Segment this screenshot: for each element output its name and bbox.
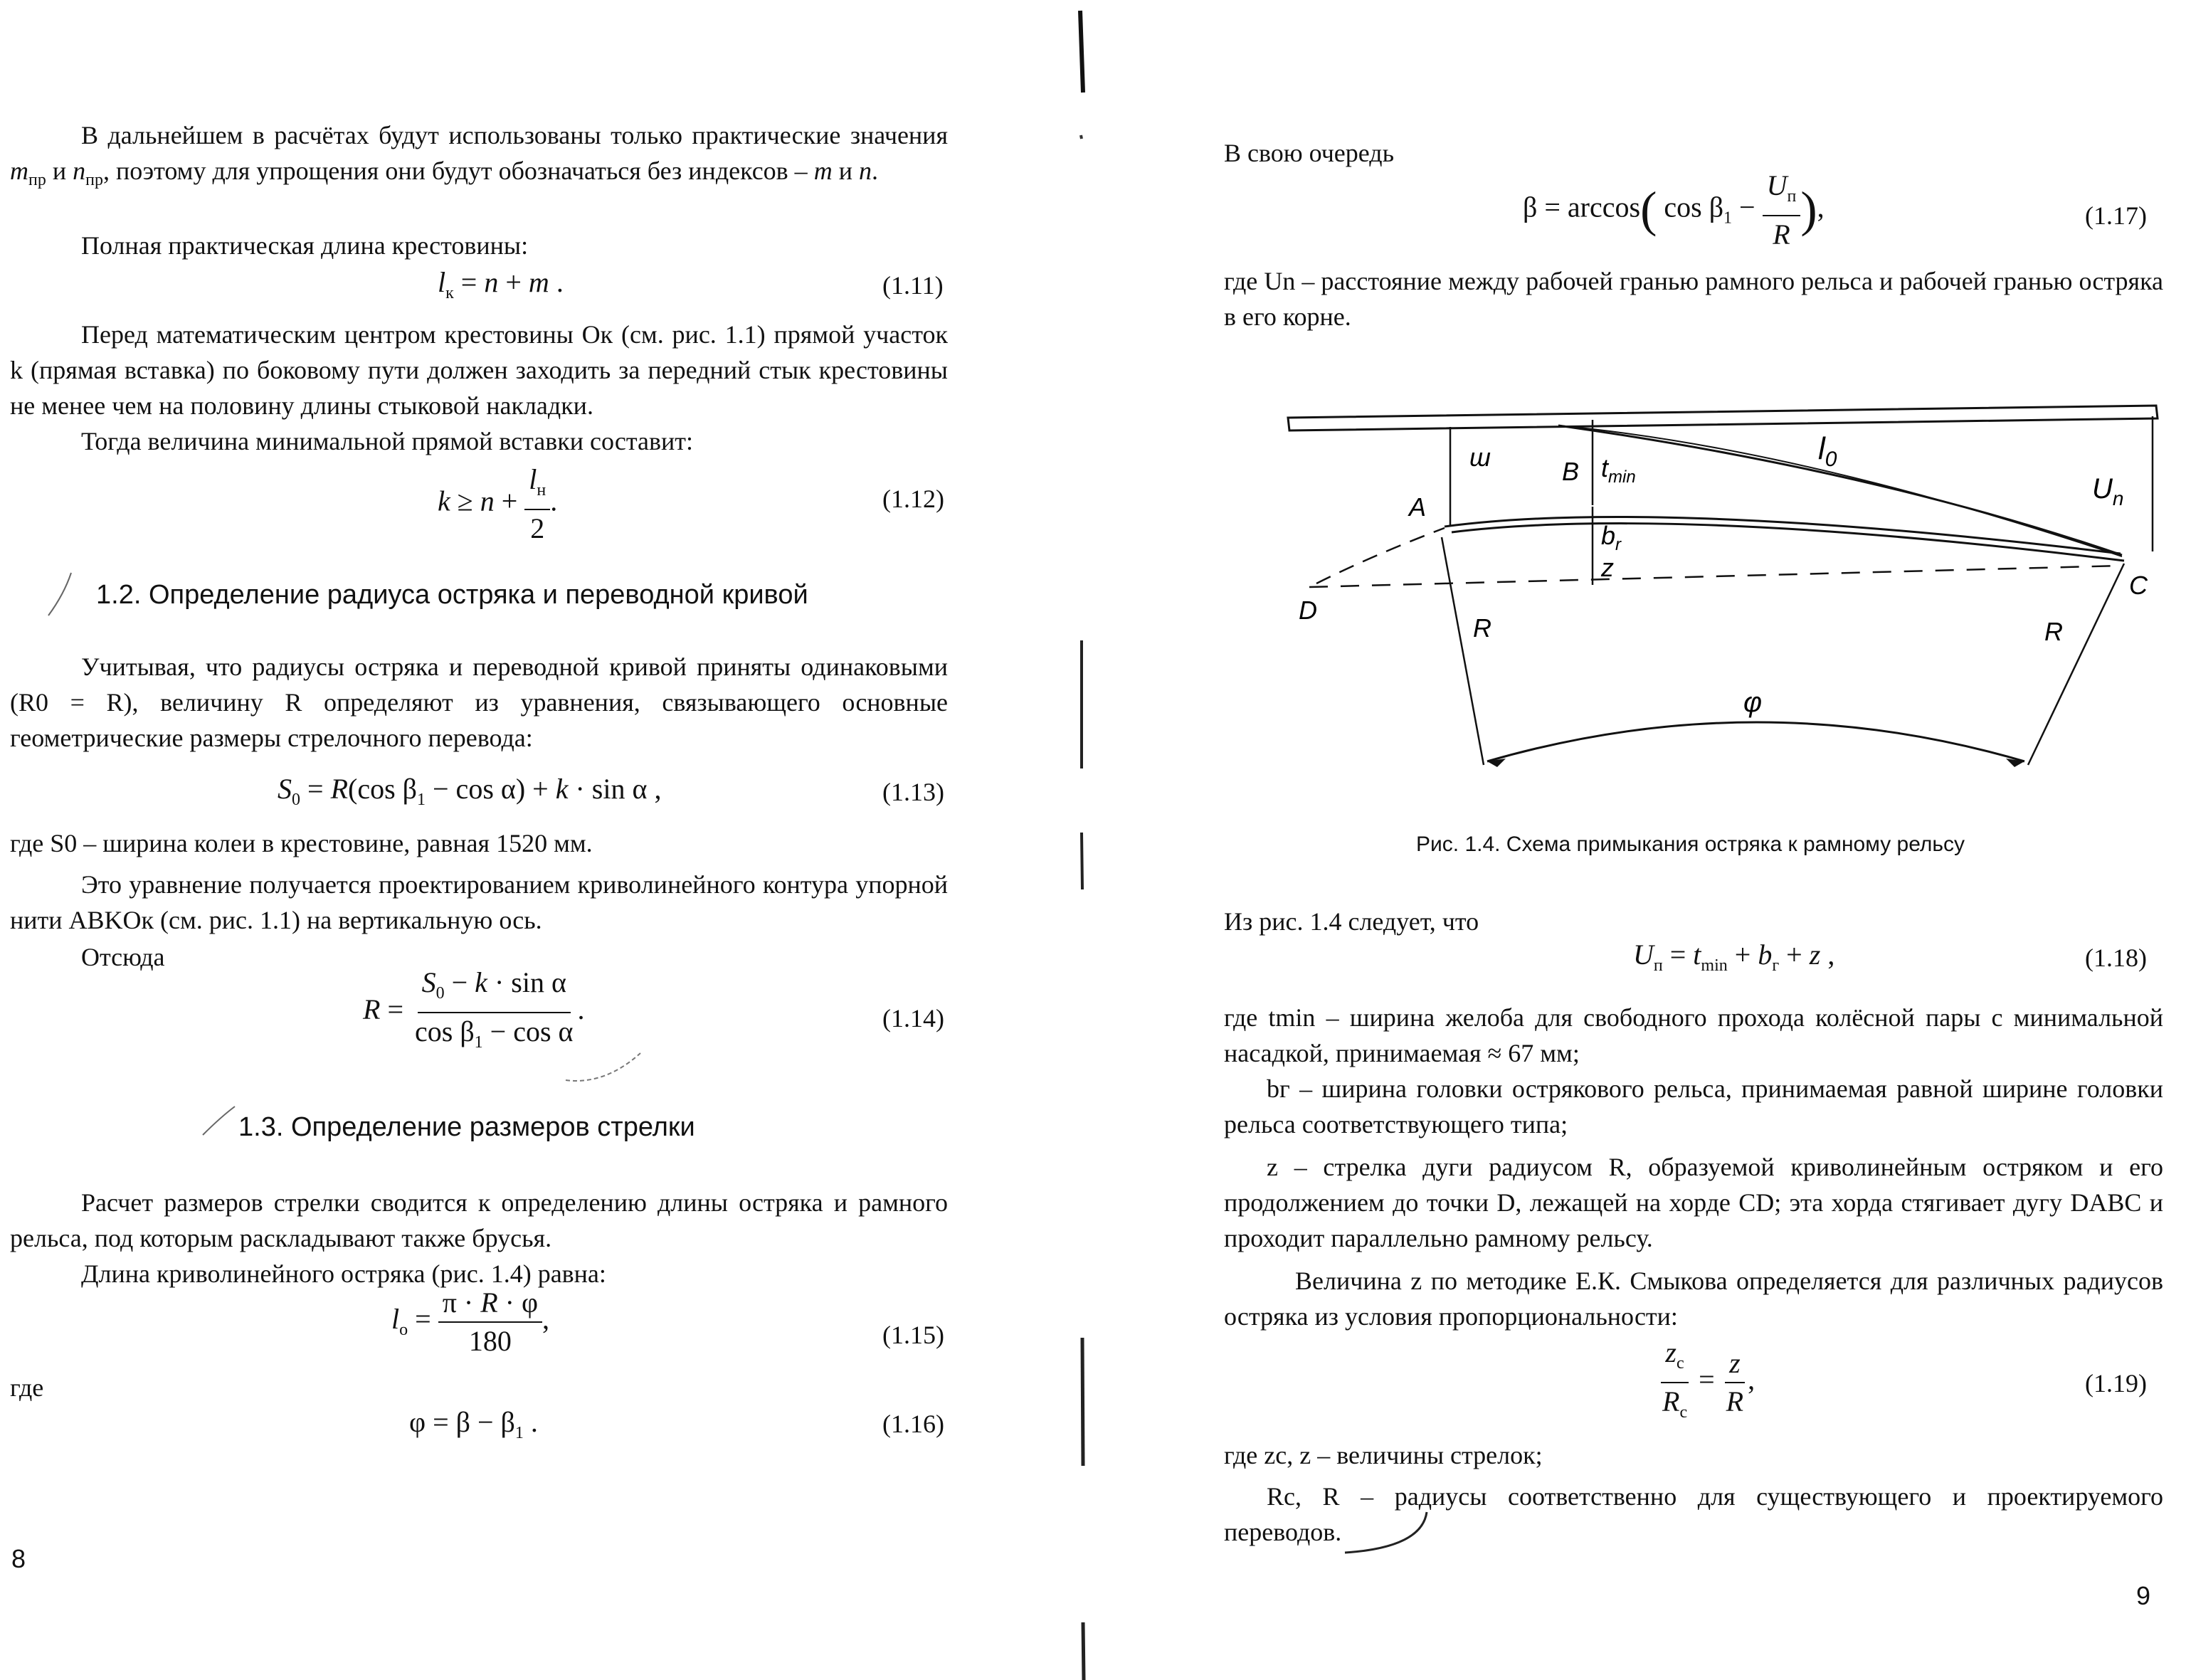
frame-rail xyxy=(1288,406,2158,430)
paragraph-un: где Un – расстояние между рабочей гранью рамного рельса и рабочей гранью остряка в его корне. xyxy=(1224,267,2163,331)
arc-extension xyxy=(1316,528,1445,583)
label-r2: R xyxy=(2044,617,2063,646)
paragraph-length: Полная практическая длина крестовины: xyxy=(81,231,529,260)
label-br: $b_r$ xyxy=(1601,521,1622,554)
paragraph-switch-length: Длина криволинейного остряка (рис. 1.4) равна: xyxy=(81,1259,606,1288)
equation-1-18: $U_п = t_{min} + b_г + z$ , xyxy=(1633,939,1835,975)
equation-1-19: $\frac{z_с}{R_с}$ = $\frac{z}{R}$ , xyxy=(1658,1334,1755,1431)
label-d: D xyxy=(1299,596,1317,625)
arc-phi xyxy=(1487,722,2024,761)
paragraph-insert: Перед математическим центром крестовины Oк (см. рис. 1.1) прямой участок k (прямая вставка) по боковому пути должен заходить за передний стык крестовины не менее чем на половину длины стыковой накладки. xyxy=(10,320,948,420)
section-heading-1-3: 1.3. Определение размеров стрелки xyxy=(238,1112,695,1142)
label-l0: $l_0$ xyxy=(1818,431,1837,471)
paragraph-tmin: где tmin – ширина желоба для свободного прохода колёсной пары с минимальной насадкой, принимаемая ≈ 67 мм; xyxy=(1224,1003,2163,1067)
equation-number: (1.18) xyxy=(2085,944,2147,972)
equation-1-17: β = arccos( $\cos \beta_1$ − $\frac{U_п}{R}$ ), xyxy=(1523,167,1825,253)
page-number-right: 9 xyxy=(2136,1581,2151,1610)
l0-curve-2 xyxy=(1558,426,2122,556)
label-b: В xyxy=(1562,457,1580,486)
paragraph-contour: Это уравнение получается проектированием криволинейного контура упорной нити ABKOк (см. рис. 1.1) на вертикальную ось. xyxy=(10,870,948,934)
paragraph-radius: Учитывая, что радиусы остряка и переводной кривой приняты одинаковыми (R0 = R), величину R определяют из уравнения, связывающего основные геометрические размеры стрелочного перевода: xyxy=(10,653,948,752)
paragraph-smykov: Величина z по методике Е.К. Смыкова определяется для различных радиусов остряка из условия пропорциональности: xyxy=(1224,1267,2163,1331)
label-tmin: $t_{min}$ xyxy=(1601,453,1636,487)
paragraph-rc: Rc, R – радиусы соответственно для существующего и проектируемого переводов. xyxy=(1224,1482,2163,1546)
paragraph-z: z – стрелка дуги радиусом R, образуемой криволинейным остряком и его продолжением до точки D, лежащей на хорде CD; эта хорда стягивает дугу DABC и проходит параллельно рамному рельсу. xyxy=(1224,1153,2163,1252)
radius-c xyxy=(2028,564,2124,765)
equation-1-13: $S_0 = R(\cos$ $\beta_1 - \cos \alpha) + k \cdot \sin \alpha$ , xyxy=(278,773,662,809)
paragraph-gauge: где S0 – ширина колеи в крестовине, равная 1520 мм. xyxy=(10,829,593,857)
label-un: $U_n$ xyxy=(2092,473,2124,509)
pencil-mark xyxy=(43,569,78,619)
pencil-mark xyxy=(562,1046,648,1089)
right-page xyxy=(1089,0,2186,1680)
label-sh: ш xyxy=(1469,443,1491,472)
paragraph-zc: где zc, z – величины стрелок; xyxy=(1224,1441,1543,1469)
radius-a xyxy=(1442,537,1484,765)
label-a: A xyxy=(1409,492,1427,522)
paragraph-from-fig: Из рис. 1.4 следует, что xyxy=(1224,907,1479,936)
figure-1-4-diagram xyxy=(1231,377,2170,790)
paragraph-switch-size: Расчет размеров стрелки сводится к определению длины остряка и рамного рельса, под которым раскладывают также брусья. xyxy=(10,1188,948,1252)
equation-1-14: R = $\frac{S_0 - k \cdot \sin \alpha}{\cos \beta_1 - \cos \alpha}$ . xyxy=(363,964,585,1061)
l0-curve xyxy=(1558,426,2122,555)
equation-number: (1.14) xyxy=(882,1004,944,1032)
equation-number: (1.16) xyxy=(882,1410,944,1438)
page-number-left: 8 xyxy=(11,1544,26,1573)
equation-1-16: $\varphi = \beta - \beta_1$ . xyxy=(409,1406,538,1442)
equation-number: (1.12) xyxy=(882,485,944,513)
label-c: C xyxy=(2129,571,2148,600)
pencil-mark xyxy=(1338,1509,1437,1565)
label-phi: φ xyxy=(1743,687,1763,718)
equation-number: (1.15) xyxy=(882,1321,944,1349)
chord-cd xyxy=(1309,566,2121,587)
label-z: z xyxy=(1601,553,1614,582)
equation-number: (1.17) xyxy=(2085,201,2147,230)
left-page xyxy=(0,0,1067,1680)
equation-number: (1.13) xyxy=(882,778,944,806)
equation-1-15: $l_о$ = $\frac{\pi \cdot R \cdot \varphi}{180}$ , xyxy=(391,1284,549,1360)
pencil-mark xyxy=(199,1103,242,1139)
equation-1-12: k ≥ n + $\frac{l_н}{2}$ . xyxy=(438,461,557,547)
paragraph-intro: В дальнейшем в расчётах будут использованы только практические значения $m_{пр}$ и $n_{пр}$, поэтому для упрощения они будут обозначаться без индексов – m и n. xyxy=(10,121,949,190)
section-heading-1-2: 1.2. Определение радиуса остряка и переводной кривой xyxy=(96,580,808,610)
paragraph-min-insert: Тогда величина минимальной прямой вставки составит: xyxy=(81,427,694,455)
paragraph-where: где xyxy=(10,1373,44,1402)
paragraph-br: bг – ширина головки острякового рельса, принимаемая равной ширине головки рельса соответствующего типа; xyxy=(1224,1074,2163,1139)
equation-number: (1.19) xyxy=(2085,1369,2147,1398)
paragraph-in-turn: В свою очередь xyxy=(1224,139,1395,167)
label-r1: R xyxy=(1473,613,1491,643)
figure-caption: Рис. 1.4. Схема примыкания остряка к рамному рельсу xyxy=(1416,833,1965,856)
paragraph-hence: Отсюда xyxy=(81,943,165,971)
equation-1-11: $l_к = n + m$ . xyxy=(438,266,564,302)
equation-number: (1.11) xyxy=(882,271,944,300)
